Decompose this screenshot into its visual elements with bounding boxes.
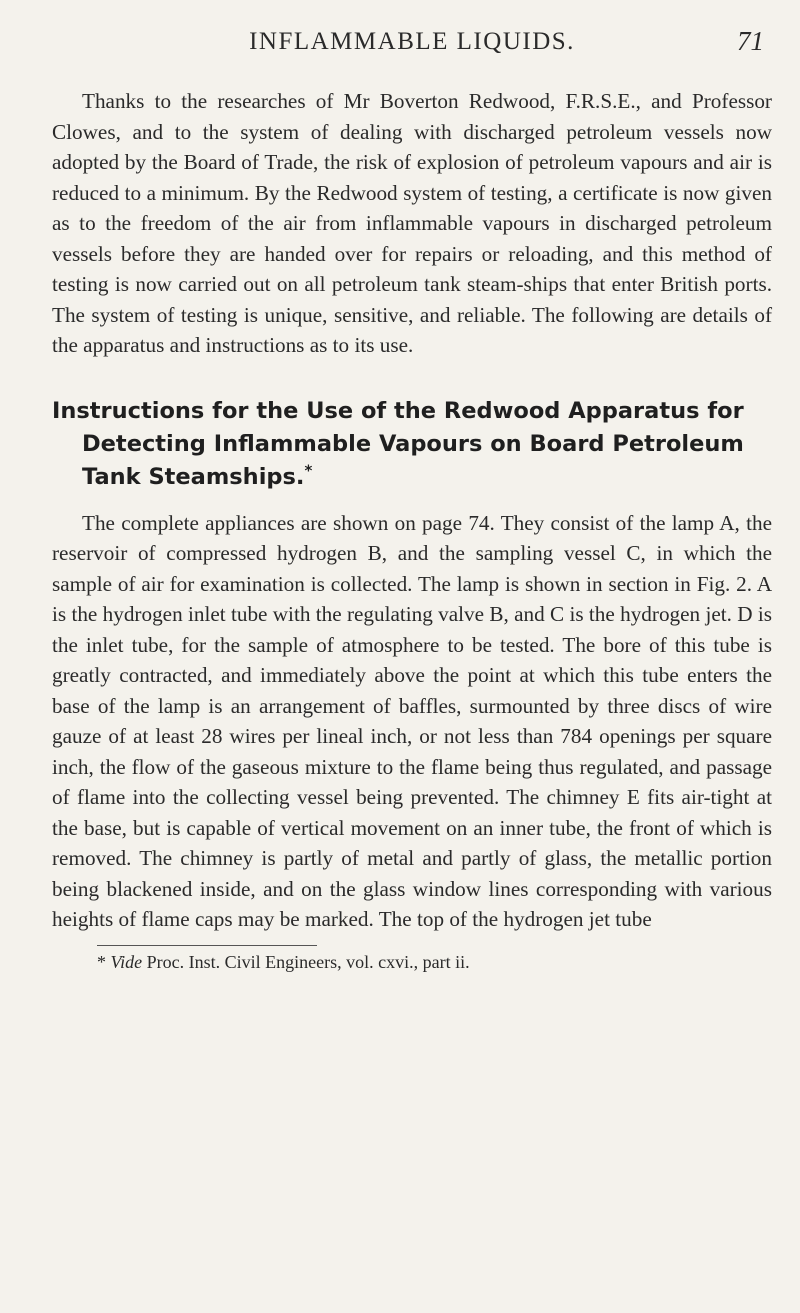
section-heading-text: Instructions for the Use of the Redwood Apparatus for Detecting Inflammable Vapours on Board Petroleum Tank Steamships. (52, 397, 744, 490)
footnote-marker: * (97, 951, 106, 972)
paragraph-apparatus-description: The complete appliances are shown on page 74. They consist of the lamp A, the reservoir of compressed hydrogen B, and the sampling vessel C, in which the sample of air for examination is collected. The lamp is shown in section in Fig. 2. A is the hydrogen inlet tube with the regulating valve B, and C is the hydrogen jet. D is the inlet tube, for the sample of atmosphere to be tested. The bore of this tube is greatly contracted, and immediately above the point at which this tube enters the base of the lamp is an arrangement of baffles, surmounted by three discs of wire gauze of at least 28 wires per lineal inch, or not less than 784 openings per square inch, the flow of the gaseous mixture to the flame being thus regulated, and passage of flame into the collecting vessel being prevented. The chimney E fits air-tight at the base, but is capable of vertical movement on an inner tube, the front of which is removed. The chimney is partly of metal and partly of glass, the metallic portion being blackened inside, and on the glass window lines corresponding with various heights of flame caps may be marked. The top of the hydrogen jet tube (52, 510, 772, 931)
section-heading (52, 395, 772, 494)
footnote-reference-marker: * (304, 461, 313, 479)
running-head (52, 0, 772, 70)
footnote-text: Proc. Inst. Civil Engineers, vol. cxvi., part ii. (146, 951, 470, 972)
footnote (52, 950, 772, 974)
paragraph-redwood-system: Thanks to the researches of Mr Boverton Redwood, F.R.S.E., and Professor Clowes, and to the system of dealing with discharged petroleum vessels now adopted by the Board of Trade, the risk of explosion of petroleum vapours and air is reduced to a minimum. By the Redwood system of testing, a certificate is now given as to the freedom of the air from inflammable vapours in discharged petroleum vessels before they are handed over for repairs or reloading, and this method of testing is now carried out on all petroleum tank steam-ships that enter British ports. The system of testing is unique, sensitive, and reliable. The following are details of the apparatus and instructions as to its use. (52, 89, 772, 357)
running-title: INFLAMMABLE LIQUIDS. (249, 28, 575, 55)
page-number: 71 (737, 26, 764, 56)
book-page (52, 0, 772, 1313)
footnote-vide: Vide (110, 951, 143, 972)
footnote-divider (97, 945, 317, 946)
